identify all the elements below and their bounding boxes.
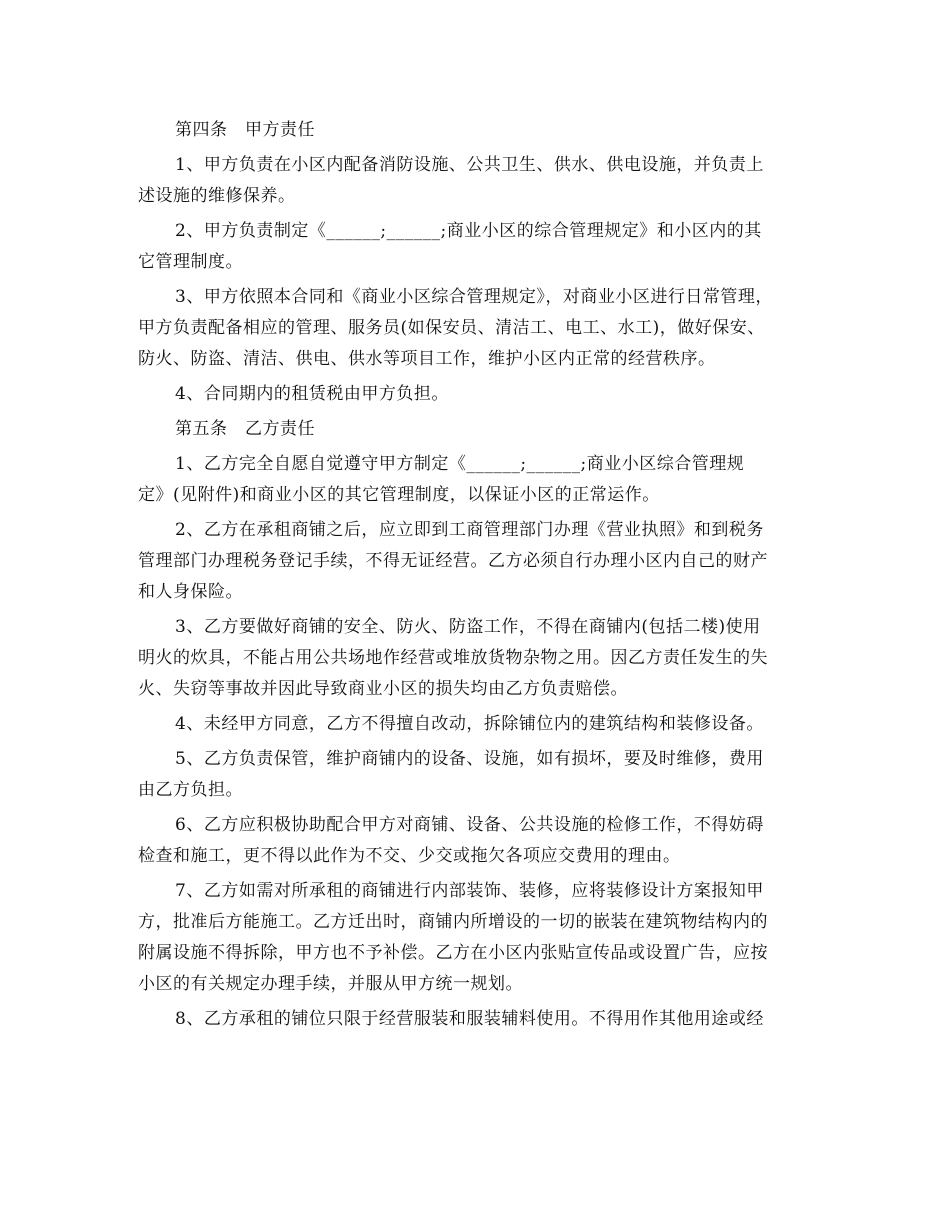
text-line: 3、甲方依照本合同和《商业小区综合管理规定》，对商业小区进行日常管理， bbox=[175, 287, 773, 307]
text-line: 小区的有关规定办理手续，并服从甲方统一规划。 bbox=[138, 974, 523, 994]
text-line: 和人身保险。 bbox=[138, 582, 243, 602]
text-line: 明火的炊具，不能占用公共场地作经营或堆放货物杂物之用。因乙方责任发生的失 bbox=[138, 648, 768, 668]
text-line: 第四条 甲方责任 bbox=[175, 120, 315, 140]
text-line: 第五条 乙方责任 bbox=[175, 419, 315, 439]
text-line: 1、甲方负责在小区内配备消防设施、公共卫生、供水、供电设施，并负责上 bbox=[175, 155, 764, 175]
text-line: 2、乙方在承租商铺之后，应立即到工商管理部门办理《营业执照》和到税务 bbox=[175, 520, 764, 540]
text-line: 它管理制度。 bbox=[138, 252, 243, 272]
text-line: 附属设施不得拆除，甲方也不予补偿。乙方在小区内张贴宣传品或设置广告，应按 bbox=[138, 943, 768, 963]
text-line: 管理部门办理税务登记手续，不得无证经营。乙方必须自行办理小区内自己的财产 bbox=[138, 551, 768, 571]
text-line: 方，批准后方能施工。乙方迁出时，商铺内所增设的一切的嵌装在建筑物结构内的 bbox=[138, 912, 768, 932]
text-line: 4、合同期内的租赁税由甲方负担。 bbox=[175, 384, 449, 404]
text-line: 定》(见附件)和商业小区的其它管理制度，以保证小区的正常运作。 bbox=[138, 485, 660, 505]
text-line: 1、乙方完全自愿自觉遵守甲方制定《______;______;商业小区综合管理规 bbox=[175, 454, 745, 474]
text-line: 甲方负责配备相应的管理、服务员(如保安员、清洁工、电工、水工)，做好保安、 bbox=[138, 318, 765, 338]
text-line: 6、乙方应积极协助配合甲方对商铺、设备、公共设施的检修工作，不得妨碍 bbox=[175, 815, 764, 835]
text-line: 8、乙方承租的铺位只限于经营服装和服装辅料使用。不得用作其他用途或经 bbox=[175, 1009, 764, 1029]
text-line: 2、甲方负责制定《______;______;商业小区的综合管理规定》和小区内的其 bbox=[175, 221, 762, 241]
document-body bbox=[138, 115, 818, 1035]
text-line: 检查和施工，更不得以此作为不交、少交或拖欠各项应交费用的理由。 bbox=[138, 846, 681, 866]
text-line: 防火、防盗、清洁、供电、供水等项目工作，维护小区内正常的经营秩序。 bbox=[138, 349, 716, 369]
text-line: 5、乙方负责保管，维护商铺内的设备、设施，如有损坏，要及时维修，费用 bbox=[175, 749, 764, 769]
text-line: 述设施的维修保养。 bbox=[138, 186, 296, 206]
text-line: 3、乙方要做好商铺的安全、防火、防盗工作，不得在商铺内(包括二楼)使用 bbox=[175, 617, 761, 637]
text-line: 4、未经甲方同意，乙方不得擅自改动，拆除铺位内的建筑结构和装修设备。 bbox=[175, 714, 764, 734]
text-line: 7、乙方如需对所承租的商铺进行内部装饰、装修，应将装修设计方案报知甲 bbox=[175, 881, 764, 901]
text-line: 由乙方负担。 bbox=[138, 780, 243, 800]
text-line: 火、失窃等事故并因此导致商业小区的损失均由乙方负责赔偿。 bbox=[138, 679, 628, 699]
